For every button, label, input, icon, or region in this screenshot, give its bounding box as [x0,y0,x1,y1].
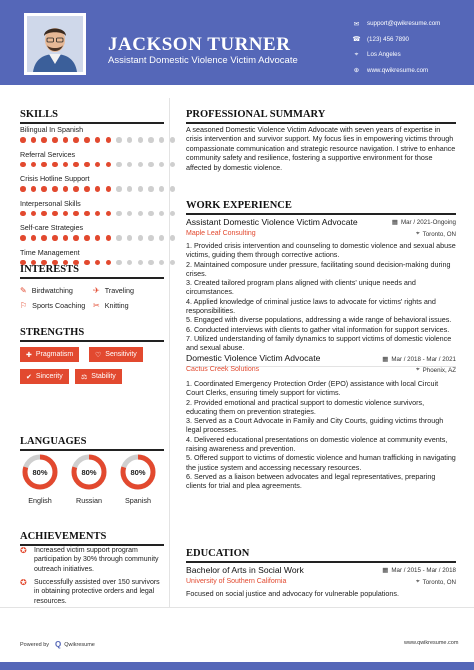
rating-dot [138,186,144,192]
email-icon: ✉ [353,20,360,28]
candidate-title: Assistant Domestic Violence Victim Advocate [108,55,298,66]
rating-dot [127,235,133,241]
rating-dot [106,137,112,143]
rating-dot [127,211,133,217]
language-label: English [28,496,52,505]
strength-tag [89,347,143,362]
job-bullet: 5. Engaged with diverse populations, addressing a wide range of behavioral issues. [186,315,452,325]
rating-dot [95,186,101,192]
rating-dot [73,162,79,168]
interest-item [93,301,129,310]
strength-tag [20,369,69,384]
rating-dot [116,162,122,168]
location-pin-icon: ⌖ [415,230,420,237]
interest-label: Birdwatching [31,286,73,295]
stability-icon: ⚖ [81,373,88,381]
website-text: www.qwikresume.com [367,66,429,74]
phone-icon: ☎ [352,36,361,44]
phone-text: (123) 456 7890 [367,35,409,43]
rating-dot [41,137,47,143]
rating-dot [41,162,47,168]
education-dates [366,566,456,574]
job-company: Cactus Creek Solutions [186,366,260,373]
job-title: Domestic Violence Victim Advocate [186,353,321,363]
summary-title: PROFESSIONAL SUMMARY [186,109,326,120]
rating-dot [159,162,165,168]
rating-dot [106,186,112,192]
footer-divider [0,607,474,608]
qwikresume-logo-icon: Q [55,640,62,649]
rating-dot [73,235,79,241]
job-bullet: 4. Delivered educational presentations on domestic violence at community events, raising awareness and prevention. [186,434,448,454]
language-label: Russian [76,496,102,505]
education-text: Focused on social justice and advocacy for vulnerable populations. [186,589,399,598]
strengths-rule [20,340,164,342]
job-dates [366,355,456,363]
rating-dot [31,137,37,143]
education-degree: Bachelor of Arts in Social Work [186,565,304,575]
education-rule [186,561,456,563]
experience-rule [186,213,456,215]
rating-dot [84,137,90,143]
rating-dot [159,235,165,241]
sports-coaching-icon: ⚐ [20,301,28,310]
job-bullet: 3. Served as a Court Advocate in Family and City Courts, guiding victims through legal processes. [186,416,444,435]
rating-dot [84,186,90,192]
language-progress-ring [21,453,59,491]
rating-dot [52,235,58,241]
interests-rule [20,277,164,279]
skill-label: Crisis Hotline Support [20,174,90,183]
job-dates [376,218,456,226]
rating-dot [116,137,122,143]
rating-dot [31,235,37,241]
job-bullet: 7. Utilized understanding of family dynamics to support victims of domestic violence and sexual abuse. [186,333,452,353]
job-bullet: 3. Created tailored program plans aligned with clients' unique needs and circumstances. [186,278,416,297]
footer-powered [20,640,95,649]
rating-dot [95,137,101,143]
skills-rule [20,122,164,124]
rating-dot [63,211,69,217]
rating-dot [148,260,154,266]
achievements-title: ACHIEVEMENTS [20,531,107,542]
header-banner [0,0,474,85]
achievement-item [20,578,160,606]
location-text: Los Angeles [367,51,401,59]
rating-dot [127,260,133,266]
skill-rating [20,137,175,143]
trophy-icon: ✪ [20,546,27,555]
education-location [376,578,456,586]
location-icon: ⌖ [354,50,359,58]
language-percent: 80% [130,468,146,477]
interests-title: INTERESTS [20,264,79,275]
rating-dot [52,211,58,217]
interest-item [20,301,85,310]
calendar-icon: ▦ [382,356,389,363]
education-dates-text: Mar / 2015 - Mar / 2018 [391,566,456,574]
rating-dot [170,260,176,266]
rating-dot [73,137,79,143]
rating-dot [148,211,154,217]
job-location-text: Toronto, ON [422,230,456,238]
rating-dot [20,235,26,241]
language-progress-ring [70,453,108,491]
pragmatism-icon: ✚ [26,351,32,359]
skill-rating [20,235,175,241]
globe-icon: ⊕ [353,67,360,75]
job-bullet: 2. Maintained composure under pressure, facilitating sound decision-making during crises. [186,259,451,278]
sincerity-icon: ✔ [26,373,32,381]
job-bullet: 4. Applied knowledge of criminal justice laws to advocate for victims' rights and responsibilities. [186,296,436,316]
strength-tag [20,347,79,362]
rating-dot [170,186,176,192]
achievement-text: Increased victim support program participation by 30% through community outreach initiatives. [34,547,159,573]
email-text: support@qwikresume.com [367,20,441,28]
education-school: University of Southern California [186,578,287,585]
rating-dot [148,186,154,192]
rating-dot [138,211,144,217]
interest-label: Traveling [104,286,134,295]
rating-dot [138,137,144,143]
contact-email[interactable] [352,16,440,32]
rating-dot [95,235,101,241]
location-pin-icon: ⌖ [415,366,420,373]
job-bullet: 6. Conducted interviews with clients to gather vital information for support services. [186,324,450,334]
footer-url[interactable]: www.qwikresume.com [404,640,459,646]
language-percent: 80% [81,468,97,477]
rating-dot [116,235,122,241]
rating-dot [106,260,112,266]
rating-dot [148,137,154,143]
rating-dot [31,186,37,192]
rating-dot [63,235,69,241]
skill-label: Bilingual In Spanish [20,125,84,134]
strength-label: Sensitivity [105,351,137,358]
rating-dot [52,186,58,192]
rating-dot [84,260,90,266]
rating-dot [116,211,122,217]
skill-label: Referral Services [20,149,76,159]
skill-rating [20,162,175,168]
education-location-text: Toronto, ON [422,578,456,586]
trophy-icon: ✪ [20,578,27,587]
skill-label: Self-care Strategies [20,223,84,232]
summary-text: A seasoned Domestic Violence Victim Advocate with seven years of expertise in crisis intervention and survivor support. My focus lies in empowering victims through compassionate communication and strategic resource navigation. I strive to enhance community safety and resilience, fostering a supportive environment for those affected by domestic violence. [186,125,456,172]
languages-rule [20,449,164,451]
rating-dot [106,235,112,241]
language-percent: 80% [32,468,48,477]
job-bullet: 6. Served as a liaison between advocates and legal representatives, preparing clients for trial and plea agreements. [186,471,436,491]
interest-label: Sports Coaching [32,301,86,310]
column-divider [169,98,170,608]
skill-rating [20,186,175,192]
strength-tag [75,369,122,384]
rating-dot [41,235,47,241]
interest-item [20,286,73,295]
rating-dot [159,211,165,217]
rating-dot [159,260,165,266]
education-title: EDUCATION [186,548,250,559]
rating-dot [127,186,133,192]
sensitivity-icon: ♡ [95,351,102,359]
job-bullets [186,241,456,353]
rating-dot [170,137,176,143]
location-pin-icon: ⌖ [415,578,420,585]
footer-bar [0,662,474,670]
job-title: Assistant Domestic Violence Victim Advocate [186,217,358,227]
rating-dot [127,137,133,143]
rating-dot [106,211,112,217]
rating-dot [73,211,79,217]
skill-label: Time Management [20,247,80,257]
job-dates-text: Mar / 2021-Ongoing [400,218,456,226]
rating-dot [95,260,101,266]
job-location-text: Phoenix, AZ [422,366,456,374]
job-bullet: 1. Coordinated Emergency Protection Order (EPO) assistance with local Circuit Court Clerks, ensuring timely support for victims. [186,379,439,398]
rating-dot [31,211,37,217]
calendar-icon: ▦ [382,567,389,574]
rating-dot [20,186,26,192]
achievement-item [20,546,160,574]
rating-dot [116,186,122,192]
birdwatching-icon: ✎ [20,286,27,295]
job-bullet: 1. Provided crisis intervention and counseling to domestic violence and sexual abuse victims, guiding them through corrective actions. [186,241,456,260]
profile-photo [24,13,86,75]
rating-dot [63,162,69,168]
languages-title: LANGUAGES [20,436,87,447]
rating-dot [138,162,144,168]
rating-dot [170,235,176,241]
rating-dot [52,162,58,168]
contact-block [352,16,440,78]
job-bullets [186,379,456,491]
brand-text[interactable]: Qwikresume [64,641,95,648]
rating-dot [170,211,176,217]
summary-rule [186,122,456,124]
rating-dot [127,162,133,168]
achievement-text: Successfully assisted over 150 survivors in obtaining protective orders and legal resources. [34,579,160,605]
job-company: Maple Leaf Consulting [186,230,256,237]
skills-title: SKILLS [20,109,58,120]
rating-dot [41,211,47,217]
language-label: Spanish [125,496,151,505]
experience-title: WORK EXPERIENCE [186,200,292,211]
candidate-name: JACKSON TURNER [108,34,291,55]
rating-dot [73,186,79,192]
job-bullet: 5. Offered support to victims of domestic violence and human trafficking in navigating the justice system and accessing necessary resources. [186,453,456,472]
skill-rating [20,211,175,217]
contact-location [352,47,440,63]
contact-website[interactable] [352,63,440,79]
calendar-icon: ▦ [391,219,398,226]
rating-dot [31,162,37,168]
rating-dot [20,211,26,217]
rating-dot [84,162,90,168]
job-bullet: 2. Provided emotional and practical support to domestic violence survivors, educating them on prevention strategies. [186,397,425,416]
rating-dot [159,186,165,192]
rating-dot [116,260,122,266]
rating-dot [148,235,154,241]
rating-dot [95,211,101,217]
rating-dot [63,137,69,143]
job-location [376,230,456,238]
contact-phone[interactable] [352,32,440,48]
traveling-icon: ✈ [93,286,100,295]
strength-label: Pragmatism [35,351,74,358]
interest-item [93,286,134,295]
interest-label: Knitting [104,301,129,310]
strengths-title: STRENGTHS [20,327,85,338]
rating-dot [20,137,26,143]
rating-dot [84,211,90,217]
rating-dot [84,235,90,241]
rating-dot [138,260,144,266]
rating-dot [170,162,176,168]
job-dates-text: Mar / 2018 - Mar / 2021 [391,355,456,363]
knitting-icon: ✂ [93,301,100,310]
rating-dot [20,162,26,168]
rating-dot [159,137,165,143]
rating-dot [41,186,47,192]
job-location [376,366,456,374]
rating-dot [95,162,101,168]
rating-dot [138,235,144,241]
language-progress-ring [119,453,157,491]
rating-dot [106,162,112,168]
strength-label: Sincerity [35,373,63,380]
rating-dot [63,186,69,192]
rating-dot [52,137,58,143]
rating-dot [148,162,154,168]
skill-label: Interpersonal Skills [20,198,81,208]
powered-by-text: Powered by [20,641,50,648]
strength-label: Stability [91,373,116,380]
